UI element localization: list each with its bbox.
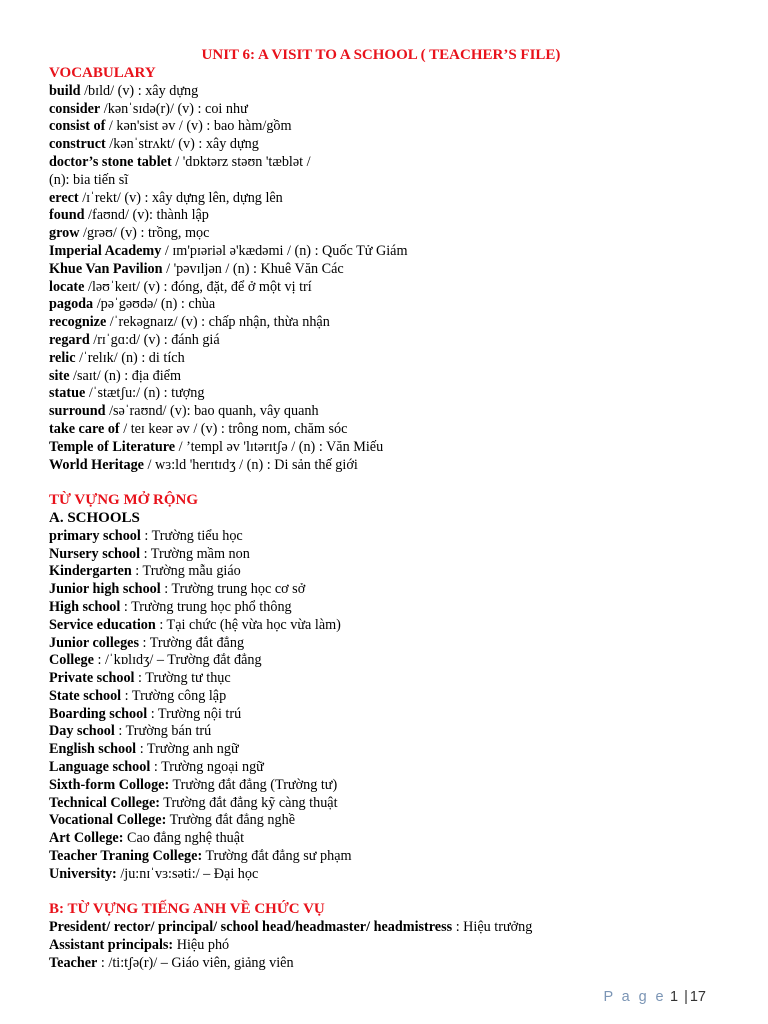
entry-definition: Hiệu phó: [173, 937, 230, 954]
entry-term: World Heritage: [49, 456, 144, 473]
section-gap: [49, 884, 729, 902]
vocabulary-entry: [49, 83, 729, 101]
entry-definition: /səˈraʊnd/ (v): bao quanh, vây quanh: [105, 403, 319, 420]
entry-definition: : /ˈkɒlɪdʒ/ – Trường đắt đẳng: [93, 652, 262, 669]
entry-term: Service education: [49, 616, 156, 633]
entry-definition: : Trường nội trú: [147, 705, 242, 722]
vocabulary-entry: [49, 457, 729, 475]
entry-term: Nursery school: [49, 545, 141, 562]
entry-definition: /ˈrekəgnaɪz/ (v) : chấp nhận, thừa nhận: [106, 314, 330, 331]
entry-term: Imperial Academy: [49, 242, 162, 259]
entry-definition: /ˈstætʃu:/ (n) : tượng: [85, 385, 205, 402]
school-entry: [49, 706, 729, 724]
entry-definition: / 'pəvɪljən / (n) : Khuê Văn Các: [162, 260, 344, 277]
entry-term: Boarding school: [49, 705, 148, 722]
entry-definition: Cao đẳng nghệ thuật: [123, 830, 245, 847]
page-total: 17: [689, 989, 706, 1005]
school-entry: [49, 777, 729, 795]
extended-vocabulary-heading: TỪ VỰNG MỞ RỘNG: [49, 492, 199, 509]
entry-definition: : Trường anh ngữ: [136, 741, 239, 758]
entry-term: consist of: [49, 118, 106, 135]
entry-term: Sixth-form Colloge:: [49, 776, 170, 793]
vocabulary-entry: [49, 190, 729, 208]
entry-term: College: [49, 652, 94, 669]
entry-term: Junior high school: [49, 581, 161, 598]
school-entry: [49, 617, 729, 635]
entry-definition: : Trường bán trú: [114, 723, 212, 740]
entry-term: build: [49, 82, 81, 99]
vocabulary-entry: [49, 225, 729, 243]
vocabulary-entry: [49, 385, 729, 403]
entry-term: construct: [49, 136, 106, 153]
vocabulary-entry: [49, 136, 729, 154]
entry-definition: : Trường tiểu học: [140, 527, 243, 544]
school-entry: [49, 812, 729, 830]
vocabulary-entry: [49, 296, 729, 314]
entry-term: President/ rector/ principal/ school head/headmaster/ headmistress: [49, 919, 453, 936]
entry-definition: /ləʊˈkeɪt/ (v) : đóng, đặt, để ở một vị trí: [84, 278, 312, 295]
entry-term: State school: [49, 687, 122, 704]
entry-term: Day school: [49, 723, 115, 740]
vocabulary-entry: [49, 118, 729, 136]
entry-definition: /ju:nɪˈvɜ:səti:/ – Đại học: [116, 865, 259, 882]
school-entry: [49, 741, 729, 759]
entry-term: Teacher Traning College:: [49, 848, 203, 865]
vocabulary-entry: [49, 368, 729, 386]
entry-definition: : Trường tư thục: [134, 670, 231, 687]
entry-term: University:: [49, 865, 117, 882]
entry-definition: / wɜ:ld 'herɪtɪdʒ / (n) : Di sản thế giới: [143, 456, 358, 473]
entry-term: Khue Van Pavilion: [49, 260, 163, 277]
entry-definition: /kənˈsɪdə(r)/ (v) : coi như: [100, 100, 248, 117]
school-entry: [49, 563, 729, 581]
entry-definition: : Hiệu trưởng: [452, 919, 533, 936]
position-entry: [49, 919, 729, 937]
vocabulary-entry: [49, 261, 729, 279]
entry-term: High school: [49, 598, 121, 615]
positions-list: [49, 919, 729, 972]
entry-term: English school: [49, 741, 137, 758]
section-gap: [49, 474, 729, 492]
entry-term: Kindergarten: [49, 563, 132, 580]
entry-term: Junior colleges: [49, 634, 139, 651]
entry-definition: : Trường ngoại ngữ: [150, 759, 264, 776]
entry-definition: /ˈrelɪk/ (n) : di tích: [75, 349, 185, 366]
entry-term: Private school: [49, 670, 135, 687]
vocabulary-entry: [49, 403, 729, 421]
entry-definition: Trường đắt đẳng (Trường tư): [169, 776, 338, 793]
entry-term: regard: [49, 331, 90, 348]
vocabulary-entry: [49, 279, 729, 297]
school-entry: [49, 848, 729, 866]
entry-definition: /kənˈstrʌkt/ (v) : xây dựng: [105, 136, 259, 153]
position-entry: [49, 955, 729, 973]
vocabulary-entry: [49, 350, 729, 368]
positions-heading: B: TỪ VỰNG TIẾNG ANH VỀ CHỨC VỤ: [49, 901, 325, 918]
entry-term: doctor’s stone tablet: [49, 153, 172, 170]
entry-term: erect: [49, 189, 79, 206]
entry-definition: : Trường trung học cơ sở: [160, 581, 306, 598]
entry-term: Language school: [49, 759, 151, 776]
entry-term: Teacher: [49, 954, 98, 971]
school-entry: [49, 546, 729, 564]
entry-term: statue: [49, 385, 86, 402]
entry-definition: /faʊnd/ (v): thành lập: [84, 207, 209, 224]
school-entry: [49, 688, 729, 706]
school-entry: [49, 670, 729, 688]
school-entry: [49, 581, 729, 599]
page-footer: [603, 988, 706, 1006]
entry-term: Art College:: [49, 830, 124, 847]
schools-heading: A. SCHOOLS: [49, 509, 140, 526]
page-separator: |: [684, 989, 688, 1005]
document-page: [49, 46, 729, 973]
vocabulary-entry: [49, 207, 729, 225]
entry-definition: /grəʊ/ (v) : trồng, mọc: [79, 225, 210, 242]
entry-term: found: [49, 207, 85, 224]
school-entry: [49, 528, 729, 546]
vocabulary-entry: [49, 314, 729, 332]
entry-term: recognize: [49, 314, 107, 331]
entry-definition: / ’templ əv 'lɪtərɪtʃə / (n) : Văn Miếu: [175, 438, 384, 455]
vocabulary-heading: VOCABULARY: [49, 65, 156, 81]
entry-term: grow: [49, 225, 80, 242]
document-title: UNIT 6: A VISIT TO A SCHOOL ( TEACHER’S FILE): [201, 47, 561, 63]
entry-definition: / kən'sist əv / (v) : bao hàm/gồm: [105, 118, 292, 135]
entry-term: locate: [49, 278, 85, 295]
entry-definition: /bɪld/ (v) : xây dựng: [80, 82, 199, 99]
entry-term: pagoda: [49, 296, 94, 313]
entry-term: consider: [49, 100, 101, 117]
vocabulary-list: [49, 83, 729, 475]
entry-term: relic: [49, 349, 76, 366]
entry-definition: Trường đắt đẳng sư phạm: [202, 848, 352, 865]
entry-term: site: [49, 367, 70, 384]
school-entry: [49, 795, 729, 813]
entry-term: Temple of Literature: [49, 438, 176, 455]
vocabulary-entry: [49, 101, 729, 119]
entry-definition: : Trường đắt đẳng: [138, 634, 245, 651]
entry-definition: / 'dɒktərz stəʊn 'tæblət /: [171, 153, 311, 170]
entry-definition: /rɪˈgɑ:d/ (v) : đánh giá: [89, 331, 220, 348]
vocabulary-entry: [49, 154, 729, 172]
entry-term: take care of: [49, 420, 120, 437]
entry-term: surround: [49, 403, 106, 420]
entry-definition: : Trường trung học phổ thông: [120, 598, 292, 615]
entry-definition: Trường đắt đẳng kỹ càng thuật: [160, 794, 338, 811]
entry-definition: Trường đắt đẳng nghề: [166, 812, 295, 829]
entry-definition: : /ti:tʃə(r)/ – Giáo viên, giảng viên: [97, 954, 294, 971]
entry-definition: /ɪˈrekt/ (v) : xây dựng lên, dựng lên: [78, 189, 283, 206]
position-entry: [49, 937, 729, 955]
vocabulary-entry: [49, 421, 729, 439]
school-entry: [49, 635, 729, 653]
school-entry: [49, 599, 729, 617]
vocabulary-entry: [49, 332, 729, 350]
entry-definition: / ɪm'pɪəriəl ə'kædəmi / (n) : Quốc Tử Giám: [161, 242, 408, 259]
entry-definition: (n): bia tiến sĩ: [49, 171, 129, 188]
vocabulary-entry: [49, 243, 729, 261]
page-label: P a g e: [603, 989, 666, 1005]
school-entry: [49, 830, 729, 848]
entry-definition: /saɪt/ (n) : địa điểm: [69, 367, 182, 384]
school-entry: [49, 652, 729, 670]
entry-definition: : Trường mẫu giáo: [131, 563, 241, 580]
entry-term: primary school: [49, 527, 141, 544]
vocabulary-entry: [49, 439, 729, 457]
school-entry: [49, 723, 729, 741]
school-entry: [49, 866, 729, 884]
entry-term: Assistant principals:: [49, 937, 174, 954]
page-number: 1: [669, 989, 679, 1005]
entry-definition: : Tại chức (hệ vừa học vừa làm): [155, 616, 341, 633]
entry-definition: /pəˈgəʊdə/ (n) : chùa: [93, 296, 216, 313]
entry-definition: : Trường mầm non: [140, 545, 250, 562]
vocabulary-entry: [49, 172, 729, 190]
school-entry: [49, 759, 729, 777]
schools-list: [49, 528, 729, 884]
entry-term: Technical College:: [49, 794, 160, 811]
entry-definition: : Trường công lập: [121, 687, 227, 704]
entry-definition: / teɪ keər əv / (v) : trông nom, chăm sóc: [119, 420, 348, 437]
entry-term: Vocational College:: [49, 812, 167, 829]
